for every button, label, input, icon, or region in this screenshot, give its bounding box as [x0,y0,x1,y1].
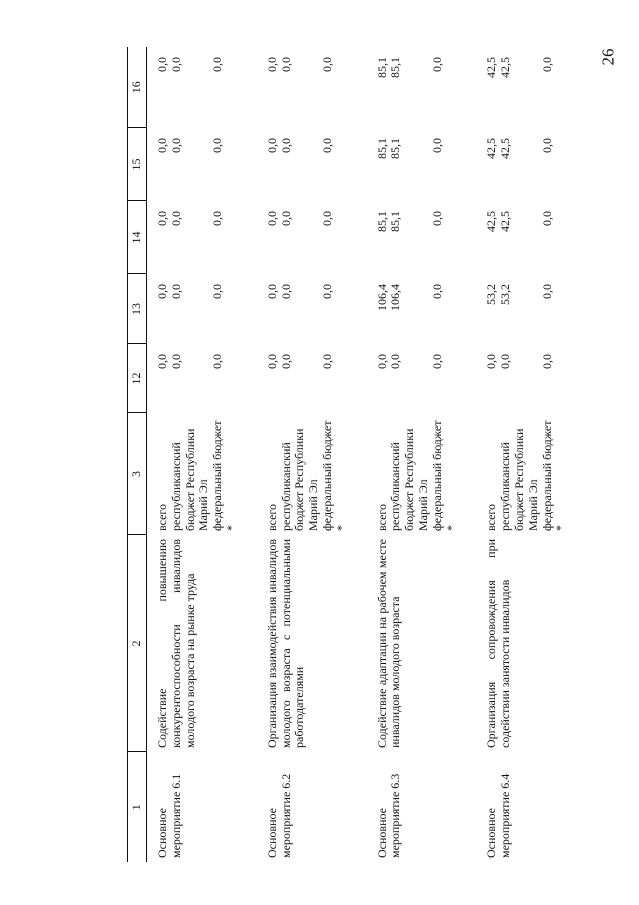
value-cell: 0,0 [210,354,225,369]
value-cell: 85,1 [374,57,389,78]
column-header: 1 [128,752,147,862]
event-name-cell: Основное мероприятие 6.2 [264,773,293,858]
value-cell: 0,0 [539,57,554,72]
value-cell: 0,0 [168,284,183,299]
value-cell: 85,1 [388,57,403,78]
value-cell: 0,0 [278,354,293,369]
value-cell: 85,1 [374,211,389,232]
value-cell: 0,0 [388,354,403,369]
value-cell: 0,0 [278,211,293,226]
column-header: 3 [128,413,147,535]
value-cell: 0,0 [539,138,554,153]
header-row [128,47,147,862]
funding-source-cell: федеральный бюджет * [429,420,458,531]
value-cell: 0,0 [319,284,334,299]
value-cell: 0,0 [147,201,170,274]
funding-source-cell: республиканский бюджет Республики Марий Эл [388,428,430,531]
event-name-cell: Основное мероприятие 6.4 [484,773,513,858]
event-description-cell: Организация сопровождения при содействии занятости инвалидов [484,539,513,748]
value-cell: 0,0 [278,138,293,153]
value-cell: 0,0 [210,57,225,72]
table-row [257,47,280,862]
funding-source-cell: федеральный бюджет * [319,420,348,531]
event-name-cell: Основное мероприятие 6.1 [147,752,257,862]
column-header: 2 [128,535,147,752]
value-cell: 0,0 [319,211,334,226]
budget-table [127,47,586,862]
funding-source-cell: федеральный бюджет * [210,420,238,531]
value-cell: 0,0 [429,354,444,369]
value-cell: 0,0 [168,138,183,153]
value-cell: 0,0 [147,47,170,128]
value-cell: 0,0 [539,284,554,299]
rotated-budget-table [127,47,567,862]
funding-source-cell: всего [147,413,170,535]
value-cell: 42,5 [484,138,499,159]
value-cell: 0,0 [319,354,334,369]
value-cell: 0,0 [168,211,183,226]
value-cell: 0,0 [278,284,293,299]
funding-source-cell: всего [484,503,499,531]
value-cell: 0,0 [168,57,183,72]
value-cell: 0,0 [210,284,225,299]
value-cell: 85,1 [388,138,403,159]
value-cell: 0,0 [147,344,170,413]
value-cell: 0,0 [168,354,183,369]
value-cell: 0,0 [210,211,225,226]
value-cell: 0,0 [429,138,444,153]
value-cell: 0,0 [264,354,279,369]
value-cell: 0,0 [429,211,444,226]
value-cell: 42,5 [484,57,499,78]
value-cell: 0,0 [319,138,334,153]
funding-source-cell: всего [374,503,389,531]
page-number: 26 [598,48,618,66]
value-cell: 0,0 [319,57,334,72]
value-cell: 0,0 [429,284,444,299]
column-header: 15 [128,128,147,201]
funding-source-cell: республиканский бюджет Республики Марий Эл [498,428,540,531]
value-cell: 42,5 [498,211,513,232]
value-cell: 0,0 [278,57,293,72]
event-description-cell: Содействие адаптации на рабочем месте инвалидов молодого возраста [374,539,403,748]
value-cell: 42,5 [498,138,513,159]
value-cell: 85,1 [374,138,389,159]
value-cell: 42,5 [484,211,499,232]
table-row [367,47,390,862]
value-cell: 106,4 [374,284,389,311]
funding-source-cell: всего [264,503,279,531]
column-header: 13 [128,274,147,344]
value-cell: 0,0 [210,138,225,153]
value-cell: 0,0 [264,284,279,299]
event-name-cell: Основное мероприятие 6.3 [374,773,403,858]
value-cell: 0,0 [147,128,170,201]
value-cell: 0,0 [147,274,170,344]
event-description-cell: Содействие повышению конкурентоспособности инвалидов молодого возраста на рынке труда [147,535,257,752]
value-cell: 53,2 [498,284,513,305]
column-header: 12 [128,344,147,413]
value-cell: 53,2 [484,284,499,305]
value-cell: 42,5 [498,57,513,78]
value-cell: 0,0 [374,354,389,369]
value-cell: 0,0 [429,57,444,72]
value-cell: 0,0 [264,57,279,72]
value-cell: 0,0 [264,211,279,226]
value-cell: 0,0 [539,354,554,369]
funding-source-cell: республиканский бюджет Республики Марий Эл [278,428,321,531]
table-row [476,47,499,862]
value-cell: 0,0 [498,354,513,369]
value-cell: 106,4 [388,284,403,311]
funding-source-cell: республиканский бюджет Республики Марий Эл [168,428,211,531]
column-header: 16 [128,47,147,128]
value-cell: 0,0 [484,354,499,369]
value-cell: 0,0 [264,138,279,153]
funding-source-cell: федеральный бюджет * [539,420,568,531]
table-row [147,47,170,862]
value-cell: 0,0 [539,211,554,226]
column-header: 14 [128,201,147,274]
value-cell: 85,1 [388,211,403,232]
event-description-cell: Организация взаимодействия инвалидов молодого возраста с потенциальными работодателями [264,539,307,748]
